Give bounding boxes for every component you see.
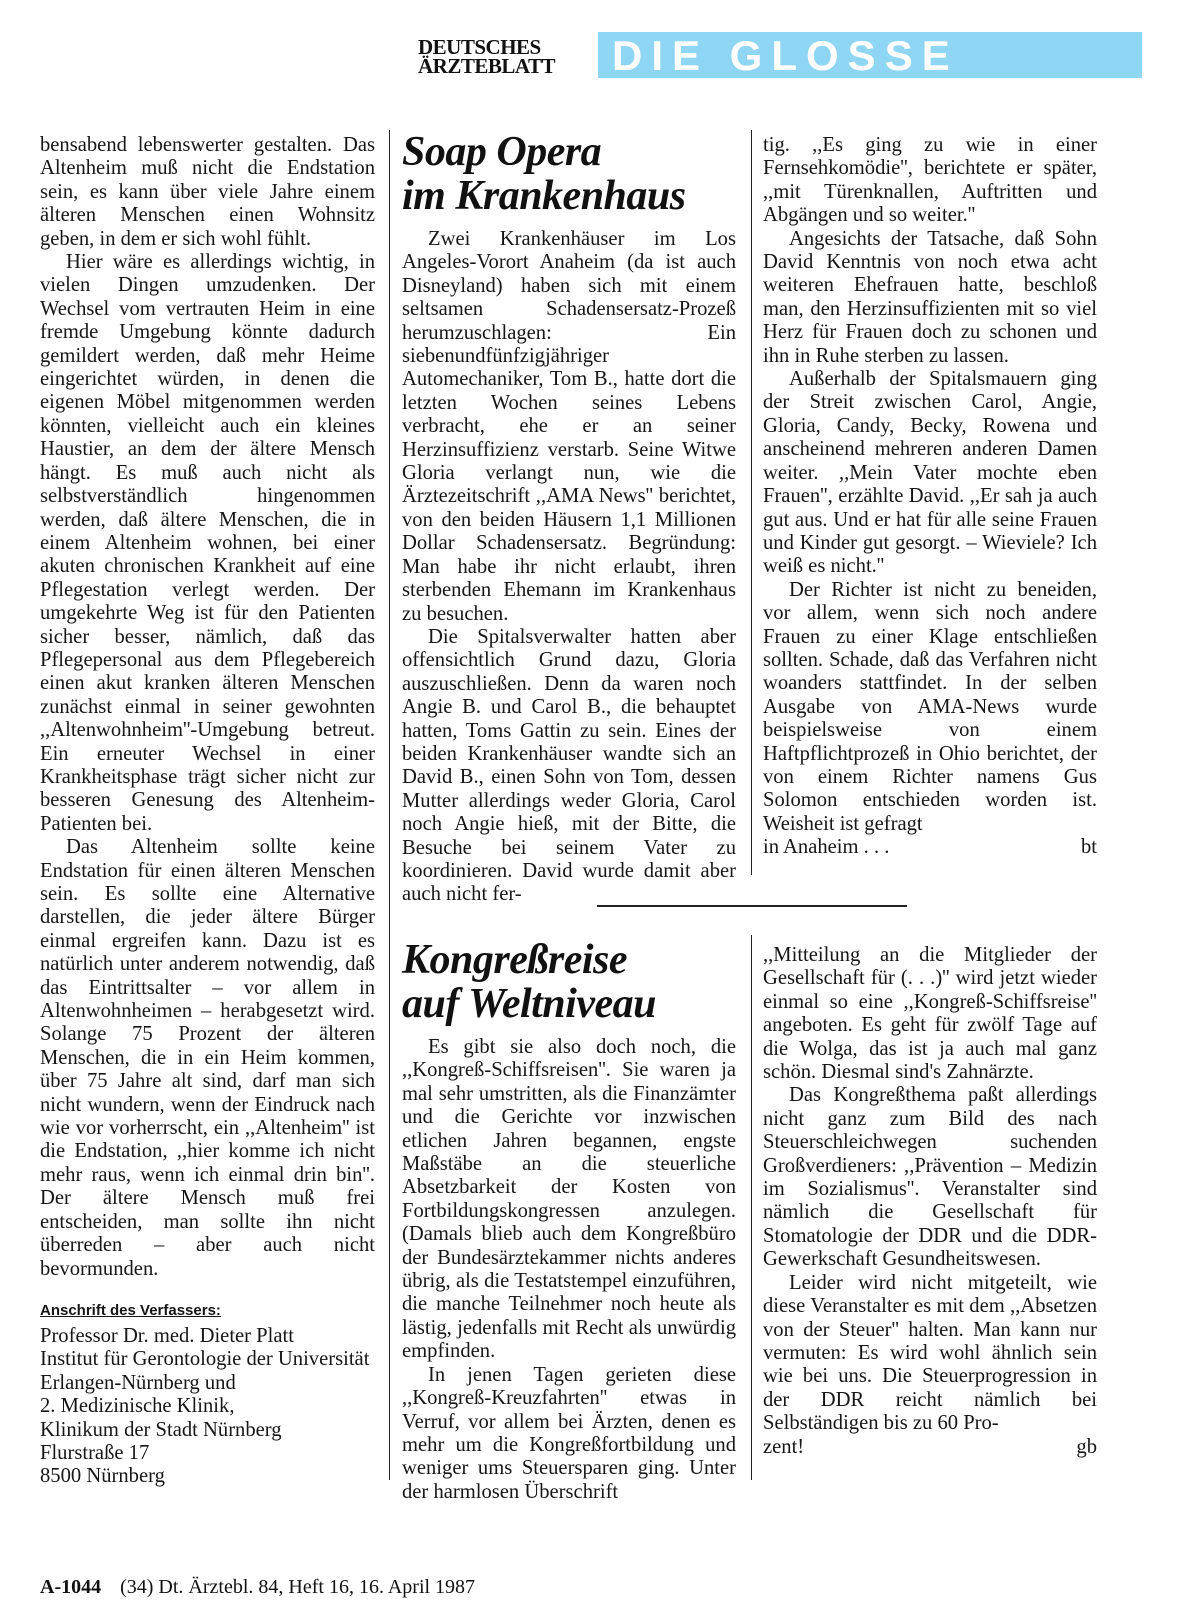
paragraph: bensabend lebenswerter gestalten. Das Altenheim muß nicht die Endstation sein, es kann über viele Jahre einem älteren Menschen einen Wohnsitz geben, in dem er sich wohl fühlt. bbox=[40, 134, 375, 250]
address-line: 8500 Nürnberg bbox=[40, 1465, 165, 1488]
headline-line: Soap Opera bbox=[402, 129, 602, 175]
paragraph: Das Altenheim sollte keine Endstation für einen älteren Menschen sein. Es sollte eine Alternative darstellen, die jeder ältere Bürger einmal ergreifen kann. Dazu ist es natürlich unter anderem notwendig, daß das Eintrittsalter – vor allem in Altenwohnheimen – herabgesetzt wird. Solange 75 Prozent der älteren Menschen, die in ein Heim kommen, über 75 Jahre alt sind, darf man sich nicht wundern, wenn der Eindruck nach wie vor vorherrscht, ein ,,Altenheim'' ist die Endstation, ,,hier komme ich nicht mehr raus, wenn ich einmal drin bin''. Der ältere Mensch muß frei entscheiden, man sollte ihn nicht überreden – aber auch nicht bevormunden. bbox=[40, 836, 375, 1280]
paragraph: Der Richter ist nicht zu beneiden, vor allem, wenn sich noch andere Frauen zu einer Klage entschließen sollten. Schade, daß das Verfahren nicht woanders stattfindet. In der selben Ausgabe von AMA-News wurde beispielsweise von einem Haftpflichtprozeß in Ohio berichtet, der von einem Richter namens Gus Solomon entschieden worden ist. Weisheit ist gefragt bbox=[763, 578, 1097, 835]
citation: (34) Dt. Ärztebl. 84, Heft 16, 16. April 1987 bbox=[120, 1576, 476, 1598]
headline-line: auf Weltniveau bbox=[402, 981, 656, 1027]
masthead bbox=[418, 35, 555, 78]
address-line: Klinikum der Stadt Nürnberg bbox=[40, 1418, 282, 1441]
address-label: Anschrift des Verfassers: bbox=[40, 1301, 221, 1319]
paragraph: Hier wäre es allerdings wichtig, in vielen Dingen umzudenken. Der Wechsel vom vertrauten Heim in eine fremde Umgebung könnte dadurch gemildert werden, daß mehr Heime eingerichtet würden, in denen die eigenen Möbel mitgenommen werden könnten, vielleicht auch ein kleines Haustier, an dem der ältere Mensch hängt. Es muß auch nicht als selbstverständlich hingenommen werden, daß ältere Menschen, die in einem Altenheim wohnen, bei einer akuten chronischen Krankheit auf eine Pflegestation verlegt werden. Der umgekehrte Weg ist für den Patienten sicher besser, nämlich, daß das Pflegepersonal aus dem Pflegebereich einen akut kranken älteren Menschen zunächst einmal in seiner gewohnten ,,Altenwohnheim''-Umgebung betreut. Ein erneuter Wechsel in einer Krankheitsphase trägt sicher nicht zur besseren Genesung des Altenheim-Patienten bei. bbox=[40, 251, 375, 835]
paragraph: Angesichts der Tatsache, daß Sohn David Kenntnis von noch etwa acht weiteren Ehefrauen hatte, beschloß man, den Herzinsuffizienten mit so viel Herz für Frauen doch zu schonen und ihn in Ruhe sterben zu lassen. bbox=[763, 227, 1097, 367]
closing-line bbox=[763, 1436, 1097, 1459]
closing-line bbox=[763, 836, 1097, 859]
paragraph: Außerhalb der Spitalsmauern ging der Streit zwischen Carol, Angie, Gloria, Candy, Becky, Rowena und anscheinend mehreren anderen Damen weiter. ,,Mein Vater mochte eben Frauen'', erzählte David. ,,Er sah ja auch gut aus. Und er hat für alle seine Frauen und Kinder gut gesorgt. – Wieviele? Ich weiß es nicht.'' bbox=[763, 368, 1097, 578]
article-soap-opera-col1 bbox=[402, 130, 736, 907]
masthead-line1: DEUTSCHES bbox=[418, 35, 541, 59]
headline-line: im Krankenhaus bbox=[402, 173, 686, 219]
paragraph: Leider wird nicht mitgeteilt, wie diese Veranstalter es mit dem ,,Absetzen von der Steuer'' halten. Man kann nur vermuten: Es wird wohl ähnlich sein wie bei uns. Die Steuerprogression in der DDR reicht nämlich bei Selbständigen bis zu 60 Pro- bbox=[763, 1271, 1097, 1435]
paragraph: tig. ,,Es ging zu wie in einer Fernsehkomödie'', berichtete er später, ,,mit Türenknallen, Auftritten und Abgängen und so weiter.'' bbox=[763, 134, 1097, 227]
paragraph: In jenen Tagen gerieten diese ,,Kongreß-Kreuzfahrten'' etwas in Verruf, vor allem bei Ärzten, denen es mehr um die Kongreßfortbildung und weniger ums Steuersparen ging. Unter der harmlosen Überschrift bbox=[402, 1363, 736, 1503]
address-line: 2. Medizinische Klinik, bbox=[40, 1395, 235, 1418]
masthead-line2: ÄRZTEBLATT bbox=[418, 54, 555, 78]
column-divider bbox=[751, 130, 752, 875]
author-address bbox=[40, 1325, 375, 1489]
article-kongressreise-col2 bbox=[763, 944, 1097, 1459]
author-signature: bt bbox=[1080, 836, 1097, 859]
paragraph: Es gibt sie also doch noch, die ,,Kongreß-Schiffsreisen''. Sie waren ja mal sehr umstritten, als die Finanzämter und die Gerichte vor inzwischen etlichen Jahren begannen, engste Maßstäbe an die steuerliche Absetzbarkeit der Kosten von Fortbildungskongressen anzulegen. (Damals blieb auch dem Kongreßbüro der Bundesärztekammer nichts anderes übrig, als die Testatstempel einzuführen, die manche Teilnehmer noch heute als lästig, jedenfalls mit Recht als unwürdig empfinden. bbox=[402, 1036, 736, 1363]
column-left bbox=[40, 134, 375, 1489]
address-line: Institut für Gerontologie der Universität Erlangen-Nürnberg und bbox=[40, 1348, 370, 1394]
article-headline bbox=[402, 938, 736, 1026]
paragraph: ,,Mitteilung an die Mitglieder der Gesellschaft für (. . .)'' wird jetzt wieder einmal so eine ,,Kongreß-Schiffsreise'' angeboten. Es geht für zwölf Tage auf die Wolga, das ist ja auch mal ganz schön. Diesmal sind's Zahnärzte. bbox=[763, 944, 1097, 1084]
column-divider bbox=[751, 935, 752, 1480]
article-kongressreise-col1 bbox=[402, 938, 736, 1504]
headline-line: Kongreßreise bbox=[402, 937, 627, 983]
author-signature: gb bbox=[1076, 1435, 1097, 1458]
page-footer bbox=[40, 1576, 475, 1599]
closing-text: in Anaheim . . . bbox=[763, 836, 890, 859]
column-divider bbox=[389, 130, 390, 1480]
address-line: Professor Dr. med. Dieter Platt bbox=[40, 1324, 294, 1347]
paragraph: Zwei Krankenhäuser im Los Angeles-Vorort Anaheim (da ist auch Disneyland) haben sich mit einem seltsamen Schadensersatz-Prozeß herumzuschlagen: Ein siebenundfünfzigjähriger Automechaniker, Tom B., hatte dort die letzten Wochen seines Lebens verbracht, ehe er an seiner Herzinsuffizienz verstarb. Seine Witwe Gloria verlangt nun, wie die Ärztezeitschrift ,,AMA News'' berichtet, von den beiden Häusern 1,1 Millionen Dollar Schadensersatz. Begründung: Man habe ihr nicht erlaubt, ihren sterbenden Ehemann im Krankenhaus zu besuchen. bbox=[402, 228, 736, 625]
paragraph: Die Spitalsverwalter hatten aber offensichtlich Grund dazu, Gloria auszuschließen. Denn da waren noch Angie B. und Carol B., die behauptet hatten, Toms Gattin zu sein. Eines der beiden Krankenhäuser wandte sich an David B., einen Sohn von Tom, dessen Mutter allerdings weder Gloria, Carol noch Angie hieß, mit der Bitte, die Besuche bei seinem Vater zu koordinieren. David wurde damit aber auch nicht fer- bbox=[402, 625, 736, 906]
paragraph: Das Kongreßthema paßt allerdings nicht ganz zum Bild des nach Steuerschleichwegen suchenden Großverdieners: ,,Prävention – Medizin im Sozialismus''. Veranstalter sind nämlich die Gesellschaft für Stomatologie der DDR und die DDR-Gewerkschaft Gesundheitswesen. bbox=[763, 1084, 1097, 1271]
address-line: Flurstraße 17 bbox=[40, 1441, 150, 1464]
closing-text: zent! bbox=[763, 1435, 805, 1458]
page-code: A-1044 bbox=[40, 1576, 102, 1598]
article-headline bbox=[402, 130, 736, 218]
section-banner-label: DIE GLOSSE bbox=[612, 32, 959, 79]
article-soap-opera-col2 bbox=[763, 134, 1097, 860]
